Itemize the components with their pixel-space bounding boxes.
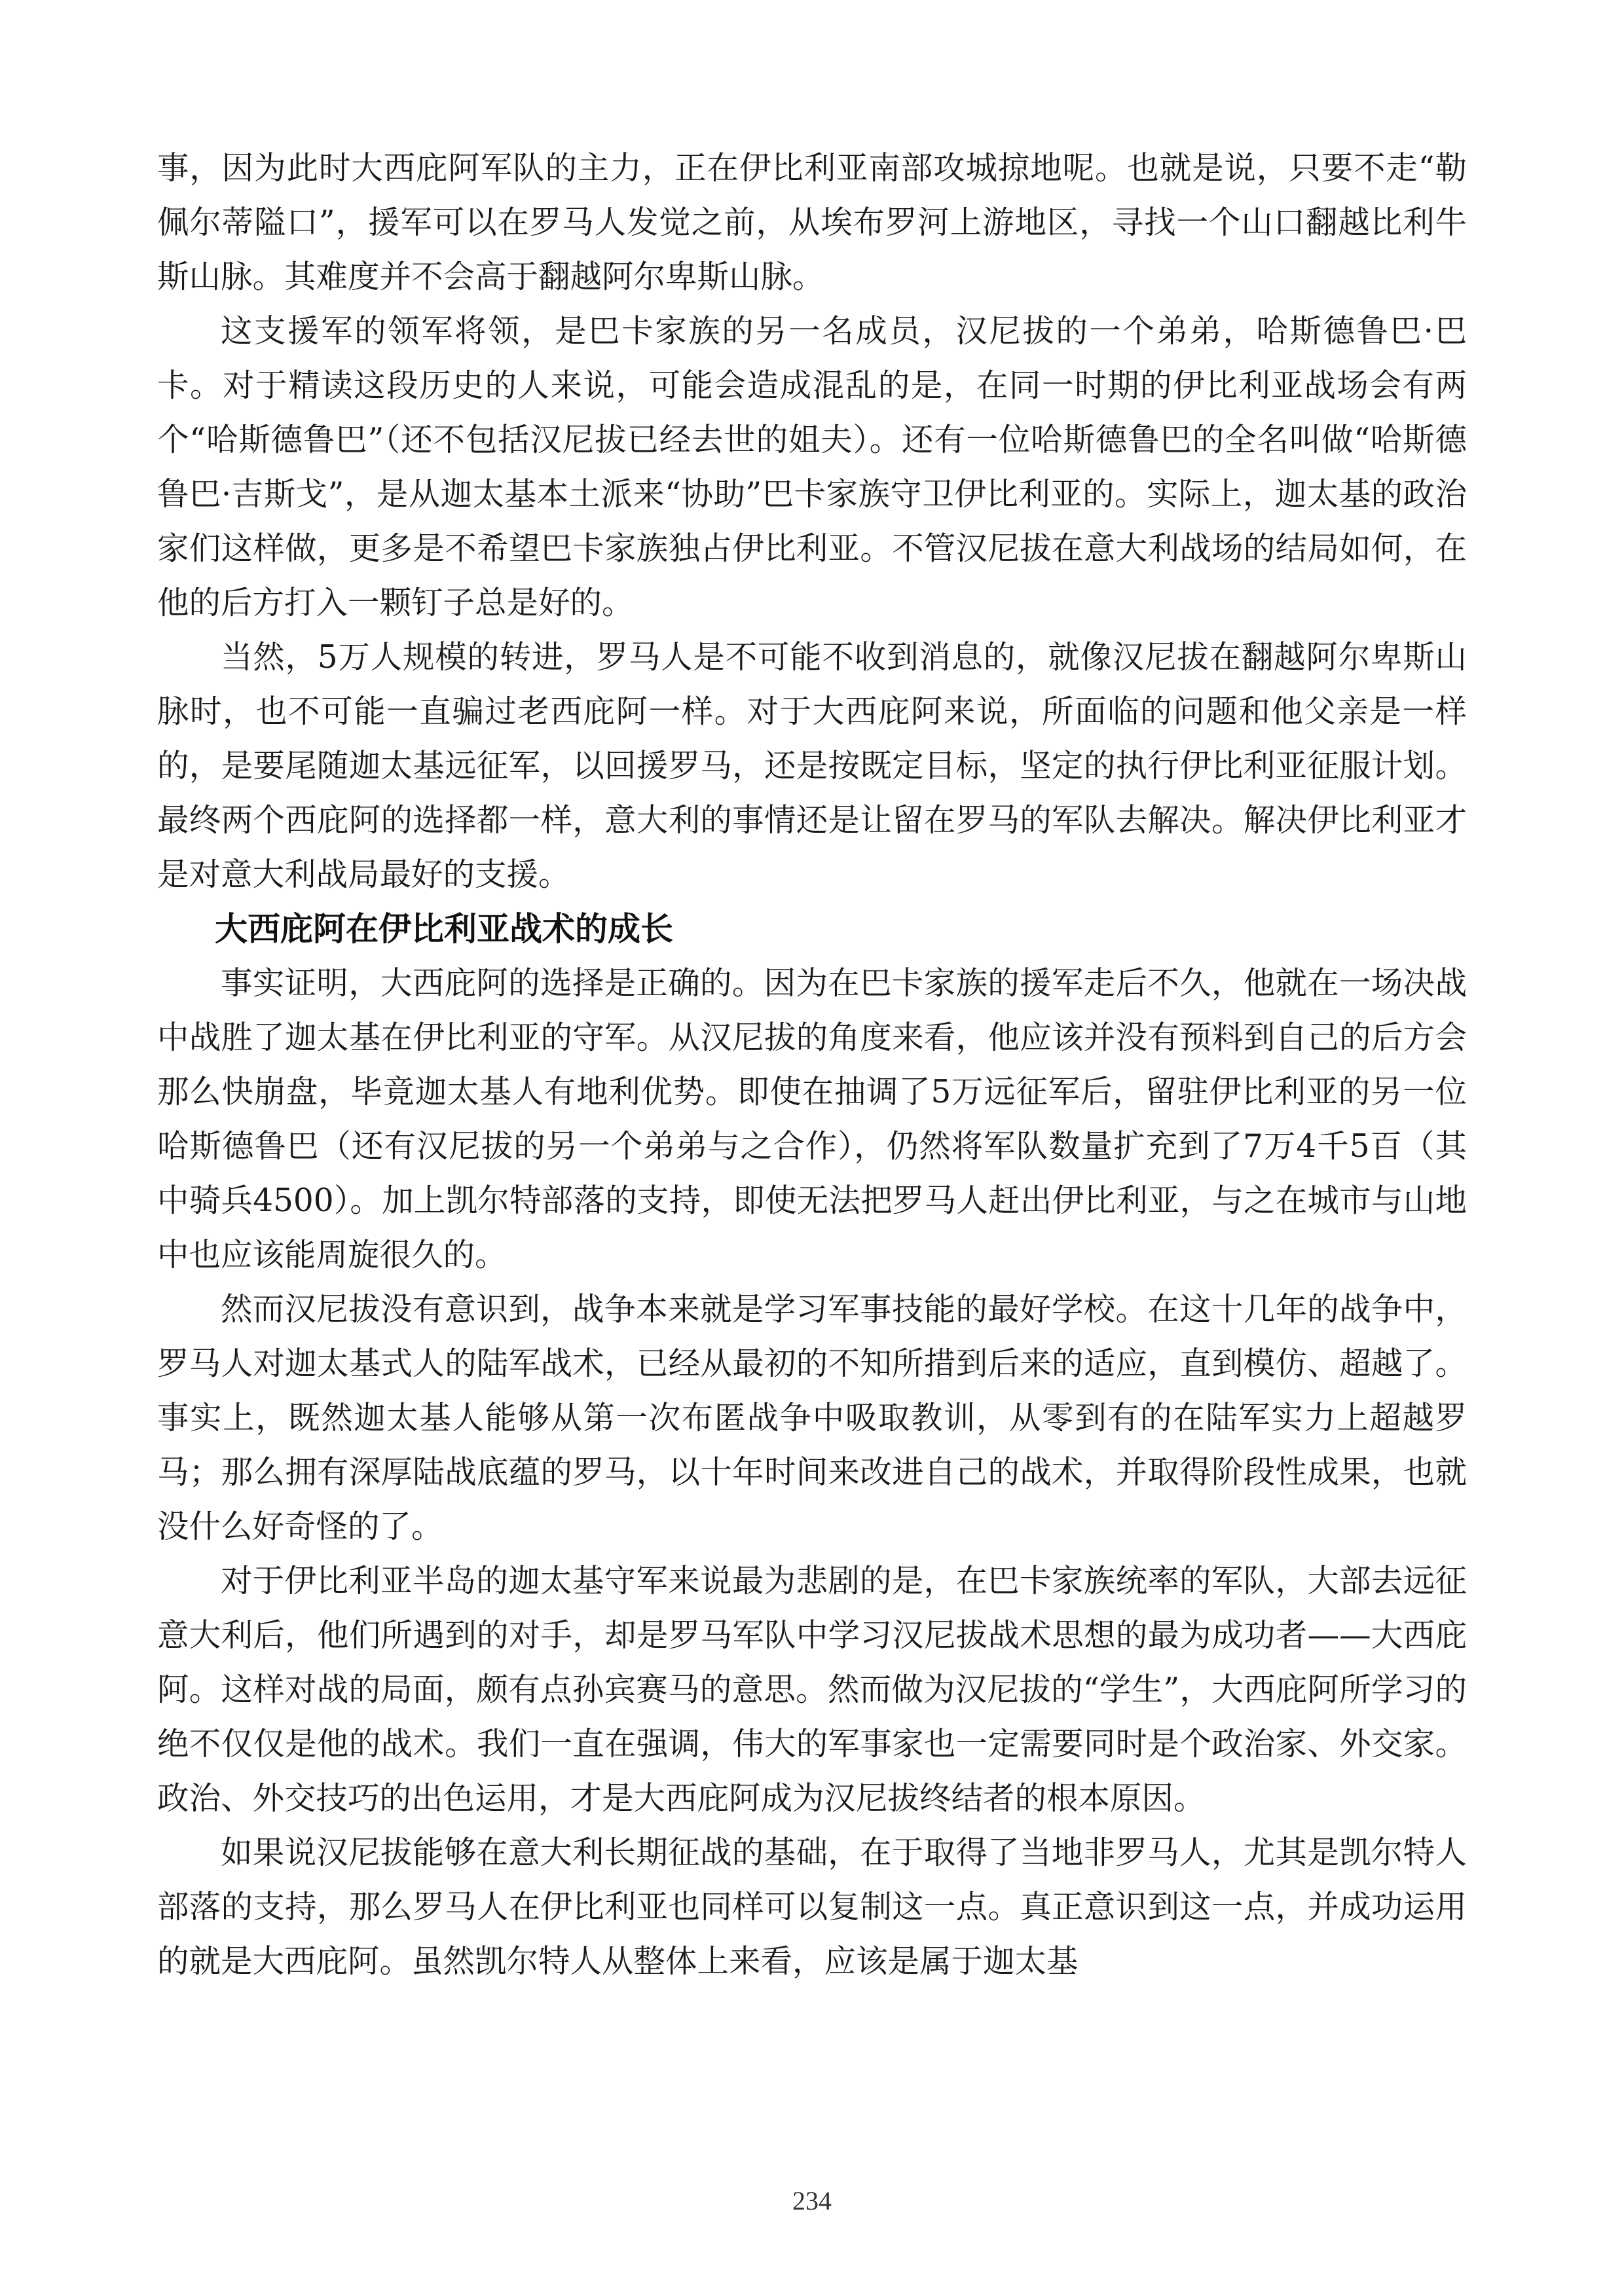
page-number: 234 [792, 2186, 832, 2215]
paragraph: 然而汉尼拔没有意识到，战争本来就是学习军事技能的最好学校。在这十几年的战争中，罗马人对迦太基式人的陆军战术，已经从最初的不知所措到后来的适应，直到模仿、超越了。事实上，既然迦太基人能够从第一次布匿战争中吸取教训，从零到有的在陆军实力上超越罗马；那么拥有深厚陆战底蕴的罗马，以十年时间来改进自己的战术，并取得阶段性成果，也就没什么好奇怪的了。 [157, 1291, 1467, 1545]
paragraph: 当然，5万人规模的转进，罗马人是不可能不收到消息的，就像汉尼拔在翻越阿尔卑斯山脉时，也不可能一直骗过老西庇阿一样。对于大西庇阿来说，所面临的问题和他父亲是一样的，是要尾随迦太基远征军，以回援罗马，还是按既定目标，坚定的执行伊比利亚征服计划。最终两个西庇阿的选择都一样，意大利的事情还是让留在罗马的军队去解决。解决伊比利亚才是对意大利战局最好的支援。 [157, 639, 1467, 893]
paragraph: 如果说汉尼拔能够在意大利长期征战的基础，在于取得了当地非罗马人，尤其是凯尔特人部落的支持，那么罗马人在伊比利亚也同样可以复制这一点。真正意识到这一点，并成功运用的就是大西庇阿。虽然凯尔特人从整体上来看，应该是属于迦太基 [157, 1834, 1467, 1980]
paragraph: 事实证明，大西庇阿的选择是正确的。因为在巴卡家族的援军走后不久，他就在一场决战中战胜了迦太基在伊比利亚的守军。从汉尼拔的角度来看，他应该并没有预料到自己的后方会那么快崩盘，毕竟迦太基人有地利优势。即使在抽调了5万远征军后，留驻伊比利亚的另一位哈斯德鲁巴（还有汉尼拔的另一个弟弟与之合作），仍然将军队数量扩充到了7万4千5百（其中骑兵4500）。加上凯尔特部落的支持，即使无法把罗马人赶出伊比利亚，与之在城市与山地中也应该能周旋很久的。 [157, 965, 1467, 1273]
body-text [157, 141, 1467, 1989]
paragraph: 这支援军的领军将领，是巴卡家族的另一名成员，汉尼拔的一个弟弟，哈斯德鲁巴·巴卡。对于精读这段历史的人来说，可能会造成混乱的是，在同一时期的伊比利亚战场会有两个“哈斯德鲁巴”（还不包括汉尼拔已经去世的姐夫）。还有一位哈斯德鲁巴的全名叫做“哈斯德鲁巴·吉斯戈”，是从迦太基本土派来“协助”巴卡家族守卫伊比利亚的。实际上，迦太基的政治家们这样做，更多是不希望巴卡家族独占伊比利亚。不管汉尼拔在意大利战场的结局如何，在他的后方打入一颗钉子总是好的。 [157, 313, 1467, 621]
paragraph-continued: 事，因为此时大西庇阿军队的主力，正在伊比利亚南部攻城掠地呢。也就是说，只要不走“勒佩尔蒂隘口”，援军可以在罗马人发觉之前，从埃布罗河上游地区，寻找一个山口翻越比利牛斯山脉。其难度并不会高于翻越阿尔卑斯山脉。 [157, 150, 1467, 295]
paragraph: 对于伊比利亚半岛的迦太基守军来说最为悲剧的是，在巴卡家族统率的军队，大部去远征意大利后，他们所遇到的对手，却是罗马军队中学习汉尼拔战术思想的最为成功者——大西庇阿。这样对战的局面，颇有点孙宾赛马的意思。然而做为汉尼拔的“学生”，大西庇阿所学习的绝不仅仅是他的战术。我们一直在强调，伟大的军事家也一定需要同时是个政治家、外交家。政治、外交技巧的出色运用，才是大西庇阿成为汉尼拔终结者的根本原因。 [157, 1563, 1467, 1817]
section-heading: 大西庇阿在伊比利亚战术的成长 [215, 910, 673, 948]
